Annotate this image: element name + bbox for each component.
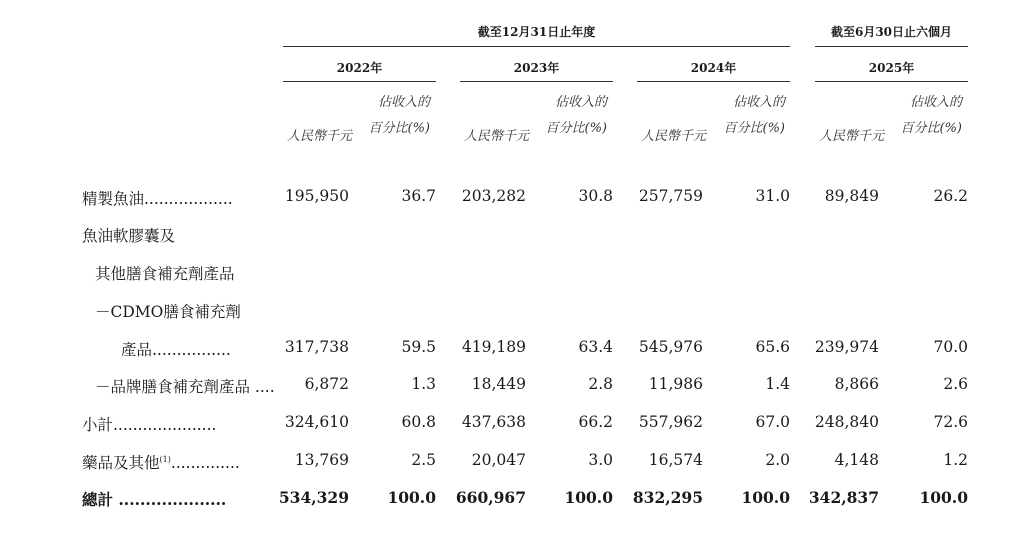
period-header-interim: 截至6月30日止六個月 (830, 25, 953, 39)
period-header-fy: 截至12月31日止年度 (477, 25, 596, 39)
footnote-marker: (1) (159, 454, 171, 464)
row-label-cdmo-line1: －CDMO膳食補充劑 (95, 303, 241, 321)
cell-r6-2022-amount: 324,610 (284, 413, 349, 431)
unit-pct-line1: 佔收入的 (732, 95, 785, 110)
year-rule-2025 (815, 81, 968, 82)
cell-r0-2024-amount: 257,759 (638, 187, 703, 205)
year-header-2024: 2024年 (690, 61, 737, 75)
cell-r5-2022-pct: 1.3 (411, 375, 436, 393)
cell-r7-2025-pct: 1.2 (943, 451, 968, 469)
cell-r0-2025-pct: 26.2 (933, 187, 968, 205)
cell-r5-2025-pct: 2.6 (943, 375, 968, 393)
cell-r5-2023-pct: 2.8 (588, 375, 613, 393)
unit-pct-2022 (360, 90, 430, 142)
unit-pct-2025 (892, 90, 962, 142)
period-rule-interim (815, 46, 968, 47)
cell-r7-2023-amount: 20,047 (471, 451, 526, 469)
cell-r8-2022-pct: 100.0 (387, 488, 436, 507)
cell-r4-2022-amount: 317,738 (284, 338, 349, 356)
cell-r8-2024-pct: 100.0 (741, 488, 790, 507)
row-label-total: 總計 .................... (82, 490, 227, 509)
cell-r4-2024-amount: 545,976 (638, 338, 703, 356)
cell-r8-2024-amount: 832,295 (632, 488, 703, 507)
cell-r4-2024-pct: 65.6 (755, 338, 790, 356)
cell-r5-2024-pct: 1.4 (765, 375, 790, 393)
cell-r8-2025-amount: 342,837 (808, 488, 879, 507)
row-label-softgel-line2: 其他膳食補充劑產品 (95, 265, 235, 283)
cell-r5-2024-amount: 11,986 (648, 375, 703, 393)
year-header-2025: 2025年 (868, 61, 915, 75)
cell-r0-2022-pct: 36.7 (401, 187, 436, 205)
unit-pct-line2: 百分比(%) (900, 121, 962, 136)
cell-r7-2023-pct: 3.0 (588, 451, 613, 469)
cell-r7-2025-amount: 4,148 (834, 451, 879, 469)
unit-amount-2025: 人民幣千元 (819, 129, 885, 144)
cell-r8-2023-pct: 100.0 (564, 488, 613, 507)
cell-r0-2022-amount: 195,950 (284, 187, 349, 205)
unit-pct-line2: 百分比(%) (723, 121, 785, 136)
cell-r6-2023-pct: 66.2 (578, 413, 613, 431)
year-rule-2023 (460, 81, 613, 82)
cell-r4-2023-amount: 419,189 (461, 338, 526, 356)
cell-r6-2022-pct: 60.8 (401, 413, 436, 431)
unit-amount-2023: 人民幣千元 (464, 129, 530, 144)
row-label-pharma-other (82, 451, 240, 473)
row-label-pharma-text: 藥品及其他 (82, 454, 160, 472)
unit-pct-2024 (715, 90, 785, 142)
unit-pct-line2: 百分比(%) (368, 121, 430, 136)
unit-amount-2024: 人民幣千元 (641, 129, 707, 144)
year-header-2022: 2022年 (336, 61, 383, 75)
unit-pct-line1: 佔收入的 (909, 95, 962, 110)
cell-r4-2023-pct: 63.4 (578, 338, 613, 356)
cell-r8-2025-pct: 100.0 (919, 488, 968, 507)
row-label-cdmo-products: 產品................ (121, 341, 231, 359)
cell-r8-2023-amount: 660,967 (455, 488, 526, 507)
cell-r5-2023-amount: 18,449 (471, 375, 526, 393)
cell-r6-2024-pct: 67.0 (755, 413, 790, 431)
year-header-2023: 2023年 (513, 61, 560, 75)
unit-amount-2022: 人民幣千元 (287, 129, 353, 144)
cell-r6-2024-amount: 557,962 (638, 413, 703, 431)
cell-r4-2025-amount: 239,974 (814, 338, 879, 356)
cell-r4-2022-pct: 59.5 (401, 338, 436, 356)
cell-r5-2025-amount: 8,866 (834, 375, 879, 393)
unit-pct-line2: 百分比(%) (545, 121, 607, 136)
row-label-pharma-dots: .............. (170, 454, 240, 472)
row-label-brand-products: －品牌膳食補充劑產品 .... (95, 378, 275, 396)
cell-r6-2023-amount: 437,638 (461, 413, 526, 431)
cell-r0-2023-amount: 203,282 (461, 187, 526, 205)
unit-pct-line1: 佔收入的 (377, 95, 430, 110)
cell-r6-2025-pct: 72.6 (933, 413, 968, 431)
cell-r6-2025-amount: 248,840 (814, 413, 879, 431)
period-rule-fy (283, 46, 790, 47)
year-rule-2022 (283, 81, 436, 82)
cell-r0-2025-amount: 89,849 (824, 187, 879, 205)
row-label-subtotal: 小計..................... (82, 416, 217, 434)
cell-r7-2022-pct: 2.5 (411, 451, 436, 469)
row-label-softgel-line1: 魚油軟膠囊及 (82, 227, 176, 245)
cell-r8-2022-amount: 534,329 (278, 488, 349, 507)
cell-r7-2024-amount: 16,574 (648, 451, 703, 469)
unit-pct-2023 (537, 90, 607, 142)
cell-r7-2024-pct: 2.0 (765, 451, 790, 469)
cell-r5-2022-amount: 6,872 (304, 375, 349, 393)
year-rule-2024 (637, 81, 790, 82)
unit-pct-line1: 佔收入的 (554, 95, 607, 110)
cell-r4-2025-pct: 70.0 (933, 338, 968, 356)
row-label-refined-fish-oil: 精製魚油.................. (82, 190, 233, 208)
cell-r0-2024-pct: 31.0 (755, 187, 790, 205)
cell-r7-2022-amount: 13,769 (294, 451, 349, 469)
cell-r0-2023-pct: 30.8 (578, 187, 613, 205)
